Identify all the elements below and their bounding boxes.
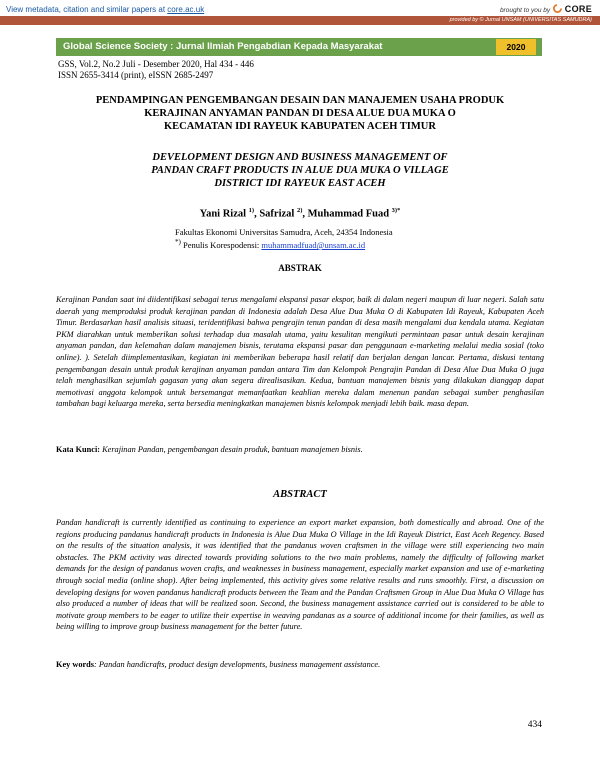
abstract-keywords (56, 660, 544, 669)
keywords-label: Kata Kunci: (56, 445, 101, 454)
author-name: Safrizal (259, 208, 295, 220)
title-en-line: DEVELOPMENT DESIGN AND BUSINESS MANAGEMENT OF (152, 152, 448, 163)
correspondence-email-link[interactable]: muhammadfuad@unsam.ac.id (261, 239, 366, 250)
issn-line: ISSN 2655-3414 (print), eISSN 2685-2497 (58, 70, 214, 80)
correspondence-label: Penulis Korespodensi: (180, 239, 262, 250)
author-name: Muhammad Fuad (307, 208, 390, 220)
core-logo-icon (553, 4, 562, 13)
author-affil-marker: 1) (248, 207, 255, 214)
abstrak-heading: ABSTRAK (278, 263, 322, 273)
keywords-label: Key words (56, 660, 95, 669)
core-link-prefix: View metadata, citation and similar papers at (6, 5, 168, 14)
title-en-line: PANDAN CRAFT PRODUCTS IN ALUE DUA MUKA O VILLAGE (151, 165, 449, 176)
affiliation: Fakultas Ekonomi Universitas Samudra, Aceh, 24354 Indonesia (175, 227, 393, 237)
title-id-line: KERAJINAN ANYAMAN PANDAN DI DESA ALUE DUA MUKA O (144, 108, 456, 119)
correspondence-marker: *) (175, 238, 181, 246)
author-separator: , (254, 208, 260, 220)
keywords-list: Kerajinan Pandan, pengembangan desain produk, bantuan manajemen bisnis. (100, 445, 363, 454)
title-indonesian (60, 94, 540, 133)
core-metadata-link (6, 5, 204, 14)
author-list (60, 207, 540, 220)
author-affil-marker: 3)* (391, 207, 401, 214)
title-id-line: PENDAMPINGAN PENGEMBANGAN DESAIN DAN MANAJEMEN USAHA PRODUK (95, 95, 505, 106)
provided-by-text: provided by © Jurnal UNSAM (UNIVERSITAS SAMUDRA) (449, 17, 592, 23)
volume-line: GSS, Vol.2, No.2 Juli - Desember 2020, Hal 434 - 446 (58, 59, 254, 69)
author-affil-marker: 2) (296, 207, 303, 214)
abstract-heading: ABSTRACT (273, 489, 327, 500)
keywords-list: : Pandan handicrafts, product design developments, business management assistance. (94, 660, 381, 669)
provided-by-bar (0, 16, 600, 25)
core-link[interactable]: core.ac.uk (167, 5, 205, 14)
journal-year-badge: 2020 (496, 39, 536, 55)
title-english (60, 151, 540, 190)
abstrak-keywords (56, 445, 544, 454)
title-en-line: DISTRICT IDI RAYEUK EAST ACEH (214, 178, 386, 189)
author-name: Yani Rizal (199, 208, 247, 220)
page-number: 434 (527, 720, 542, 730)
abstrak-body: Kerajinan Pandan saat ini diidentifikasi sebagai terus mengalami ekspansi pasar ekspor, baik di dalam negeri maupun di luar negeri. Salah satu daerah yang memproduksi produk kerajinan pandan di Indonesia adalah Desa Alue Dua Muka O di Kabupaten Idi Rayeuk, Kabupaten Aceh Timur. Berdasarkan hasil analisis situasi, teridentifikasi bahwa pengrajin tenun pandan di desa masih mengalami dua kendala utama. Kegiatan PKM diarahkan untuk memberikan solusi terhadap dua masalah utama, yaitu kesulitan mengikuti permintaan pasar untuk desain kerajinan anyaman pandan, dan kelemahan dalam manajemen bisnis, terutama ekspansi pasar dan penggunaan e-marketing melalui media sosial (toko online). ). Setelah diimplementasikan, kegiatan ini memberikan beberapa hasil relatif dan berjalan dengan lancar. Pertama, diskusi tentang pengembangan desain untuk produk kerajinan anyaman pandan antara Tim dan Kelompok Pengrajin Pandan di Desa Alue Dua Muka O juga telah menghasilkan sejumlah gagasan yang akan segera direalisasikan. Kedua, bantuan manajemen bisnis yang dilakukan dianggap dapat memotivasi anggota kelompok untuk bersemangat memanfaatkan keahlian mereka dalam menenun pandan sebagai sumber penghasilan tambahan bagi keluarga mereka, serta bersedia meningkatkan manajemen bisnis kelompok menjadi lebih baik. masa depan. (56, 295, 544, 409)
brought-to-you-text: brought to you by (499, 7, 551, 14)
core-brand-name: CORE (564, 4, 592, 14)
journal-name: Global Science Society : Jurnal Ilmiah Pengabdian Kepada Masyarakat (63, 41, 383, 52)
correspondence-line (175, 238, 365, 250)
title-id-line: KECAMATAN IDI RAYEUK KABUPATEN ACEH TIMUR (164, 121, 436, 132)
journal-header-bar (56, 38, 542, 56)
author-separator: , (302, 208, 308, 220)
core-brand[interactable] (500, 4, 592, 14)
abstract-body: Pandan handicraft is currently identified as continuing to experience an export market expansion, both domestically and abroad. One of the regions producing pandanus handicraft products in Indonesia is Alue Dua Muka O Village in the Idi Rayeuk District, East Aceh Regency. Based on the results of the situation analysis, it was identified that the pandanus woven craftsmen in the village were still experiencing two main obstacles. The PKM activity was directed towards providing solutions to the two main problems, namely the difficulty of following market demands for the design of pandanus woven crafts, and weaknesses in business management, especially market expansion and use of e-marketing through social media (online shop). After being implemented, this activity gives some relative results and runs smoothly. First, a discussion on developing designs for woven pandanus handicraft products between the Team and the Pandan Craftsmen Group in Alue Dua Muka O Village has also produced a number of ideas that will be realized soon. Second, the business management assistance carried out is considered to be able to motivate group members to be eager to utilize their expertise in weaving pandanas as a source of additional income for their families, as well as being willing to improve group business management for the better future. (56, 518, 544, 632)
